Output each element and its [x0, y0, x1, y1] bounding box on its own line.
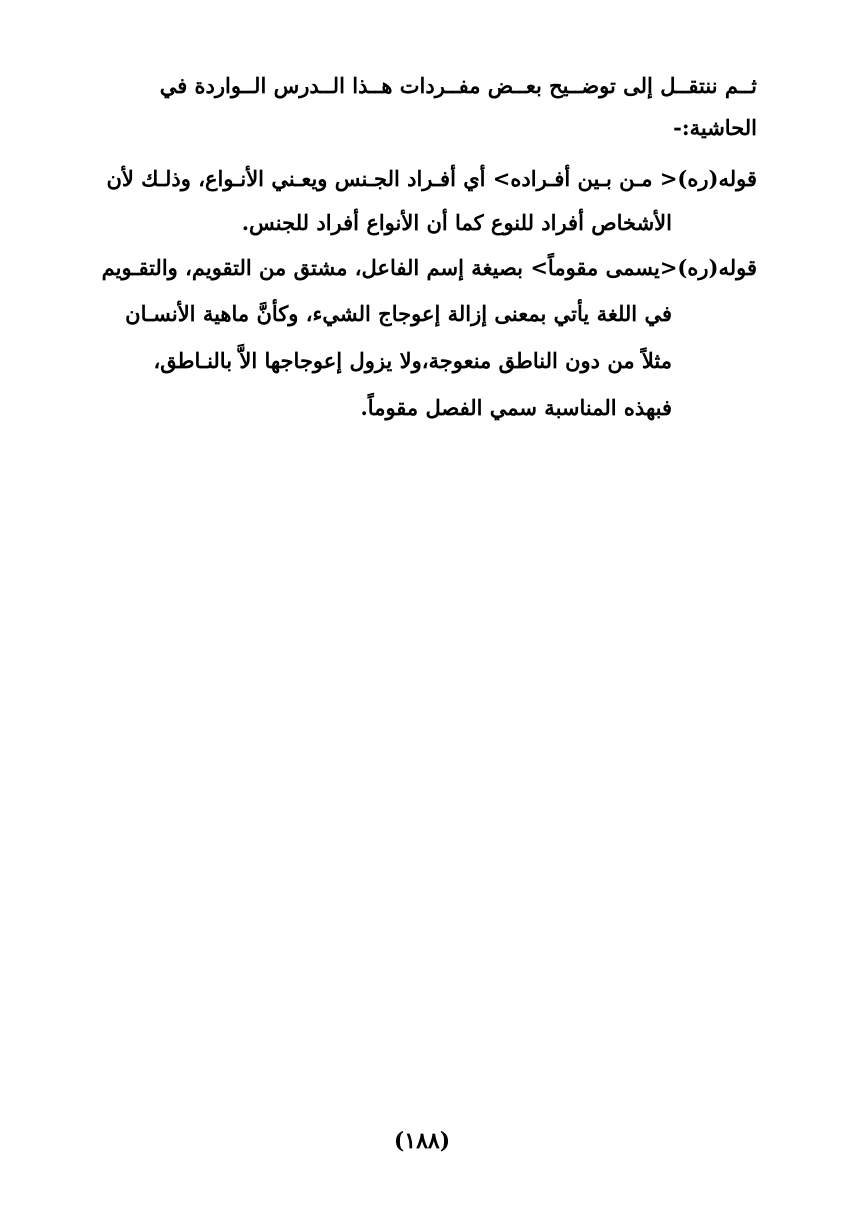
paragraph-2-line-1: قوله(ره)< مـن بـين أفـراده> أي أفـراد الجـنس ويعـني الأنـواع، وذلـك لأن [106, 166, 757, 191]
paragraph-2-line-2: الأشخاص أفراد للنوع كما أن الأنواع أفراد للجنس. [241, 210, 672, 235]
paragraph-3-line-3: مثلاً من دون الناطق منعوجة،ولا يزول إعوجاجها الاَّ بالنـاطق، [153, 348, 672, 373]
paragraph-1-line-2: الحاشية:- [673, 115, 757, 140]
paragraph-3-line-4: فبهذه المناسبة سمي الفصل مقوماً. [360, 395, 672, 420]
paragraph-3-line-2: في اللغة يأتي بمعنى إزالة إعوجاج الشيء، وكأنَّ ماهية الأنسـان [125, 301, 672, 326]
page-number: (١٨٨) [393, 1128, 451, 1154]
paragraph-3-line-1: قوله(ره)<يسمى مقوماً> بصيغة إسم الفاعل، مشتق من التقويم، والتقـويم [101, 255, 757, 280]
paragraph-1-line-1: ثــم ننتقــل إلى توضــيح بعــض مفــردات هــذا الــدرس الــواردة في [159, 73, 757, 98]
